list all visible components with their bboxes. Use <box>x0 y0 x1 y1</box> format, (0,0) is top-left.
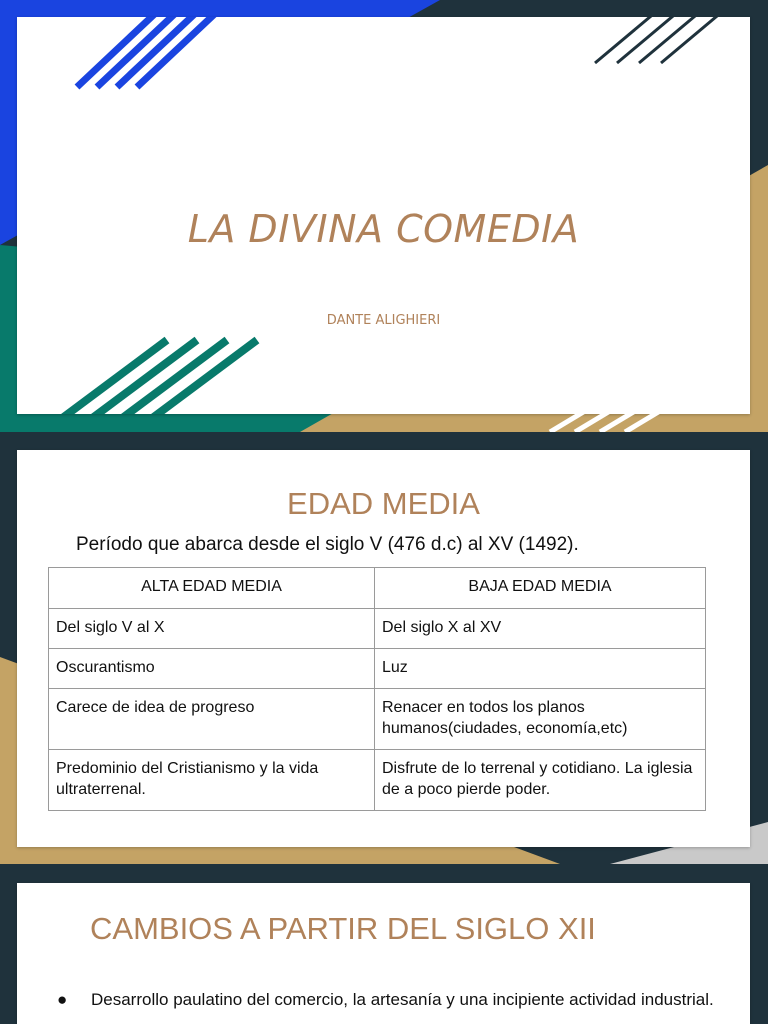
table-cell: Carece de idea de progreso <box>49 689 375 750</box>
slide-3 <box>0 864 768 1024</box>
period-description: Período que abarca desde el siglo V (476 d.c) al XV (1492). <box>76 534 579 555</box>
bullet-icon: ● <box>57 990 68 1009</box>
slide-2 <box>0 432 768 864</box>
table-cell: Oscurantismo <box>49 649 375 689</box>
table-cell: Disfrute de lo terrenal y cotidiano. La iglesia de a poco pierde poder. <box>375 750 706 811</box>
teal-stripes <box>57 340 257 414</box>
table-row <box>49 649 706 689</box>
slide-2-heading: EDAD MEDIA <box>287 486 480 521</box>
slide-1 <box>0 0 768 432</box>
slide-2-card <box>17 450 750 847</box>
slide-3-card <box>17 883 750 1024</box>
table-cell: Del siglo V al X <box>49 609 375 649</box>
column-header: BAJA EDAD MEDIA <box>375 568 706 609</box>
slide-3-heading: CAMBIOS A PARTIR DEL SIGLO XII <box>90 911 596 946</box>
blue-stripes <box>77 17 222 87</box>
table-header-row <box>49 568 706 609</box>
table-cell: Predominio del Cristianismo y la vida ultraterrenal. <box>49 750 375 811</box>
table-row <box>49 689 706 750</box>
list-item-text: Desarrollo paulatino del comercio, la artesanía y una incipiente actividad industrial. <box>91 990 714 1009</box>
table-row <box>49 750 706 811</box>
presentation-subtitle: DANTE ALIGHIERI <box>326 313 441 328</box>
column-header: ALTA EDAD MEDIA <box>49 568 375 609</box>
table-cell: Luz <box>375 649 706 689</box>
dark-stripes <box>595 17 723 63</box>
middle-ages-table <box>48 567 706 811</box>
table-cell: Renacer en todos los planos humanos(ciudades, economía,etc) <box>375 689 706 750</box>
slide-1-card <box>17 17 750 414</box>
table-row <box>49 609 706 649</box>
presentation-title: LA DIVINA COMEDIA <box>187 207 580 251</box>
table-cell: Del siglo X al XV <box>375 609 706 649</box>
